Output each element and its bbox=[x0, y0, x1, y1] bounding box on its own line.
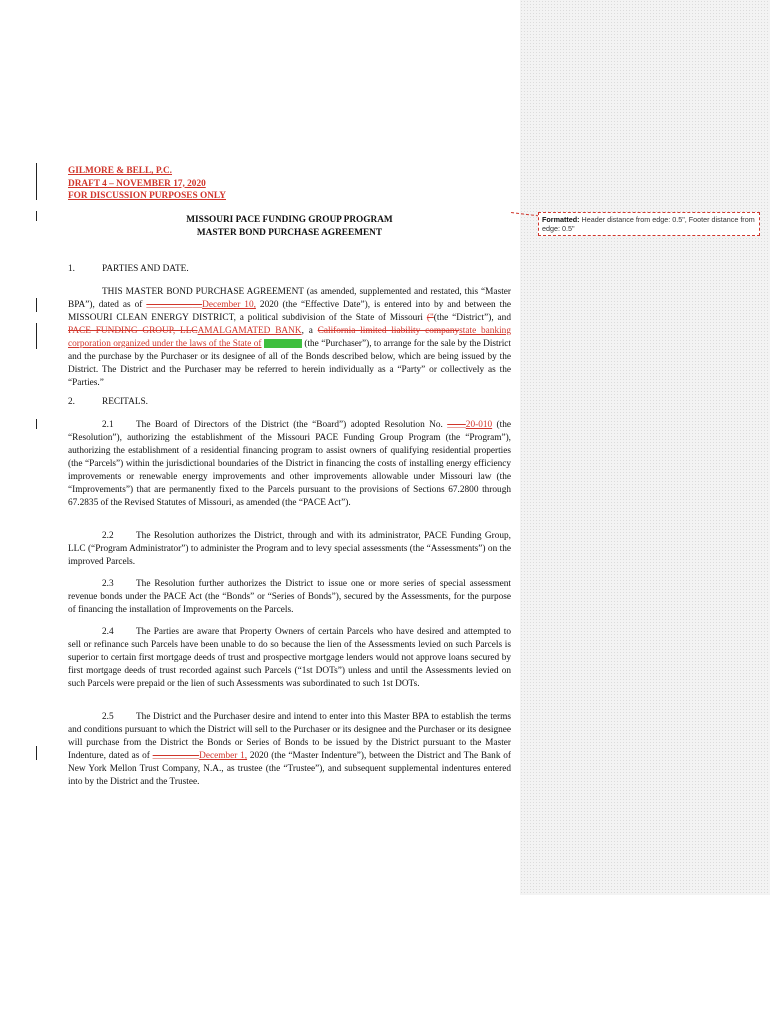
text-run: The District and the Purchaser desire and intend to enter into this Master BPA to establish the terms and conditions pursuant to which the District will sell to the Purchaser or its designee and the Purchaser or its designee will purchase from the District the Bonds or Series of Bonds to be issued by the District pursuant to the Master Indenture, dated as of bbox=[68, 712, 511, 761]
recital-2-5 bbox=[68, 711, 511, 789]
document-title bbox=[68, 214, 511, 240]
paragraph-number: 2.5 bbox=[102, 712, 114, 722]
section-title: PARTIES AND DATE. bbox=[102, 264, 189, 274]
deleted-text: PACE FUNDING GROUP, LLC bbox=[68, 326, 198, 336]
section-1-heading bbox=[68, 264, 189, 274]
paragraph-number: 2.4 bbox=[102, 627, 114, 637]
change-bar bbox=[36, 746, 37, 760]
section-title: RECITALS. bbox=[102, 397, 148, 407]
inserted-text: December 10, bbox=[202, 300, 256, 310]
deleted-text: ____ bbox=[447, 420, 466, 430]
section-1-paragraph bbox=[68, 286, 511, 390]
inserted-text: AMALGAMATED BANK bbox=[197, 326, 302, 336]
deleted-text: ____________ bbox=[146, 300, 203, 310]
title-line-1: MISSOURI PACE FUNDING GROUP PROGRAM bbox=[186, 215, 393, 225]
text-run: The Resolution authorizes the District, through and with its administrator, PACE Funding Group, LLC (“Program Administrator”) to administer the Program and to levy special assessments (the “Assessments”) on the improved Parcels. bbox=[68, 531, 511, 567]
comment-text: Header distance from edge: 0.5", Footer distance from edge: 0.5" bbox=[542, 215, 755, 233]
deleted-text: __________ bbox=[152, 751, 200, 761]
recital-2-3 bbox=[68, 578, 511, 617]
section-2-heading bbox=[68, 397, 148, 407]
inserted-text: December 1, bbox=[199, 751, 248, 761]
text-run: 2020 (the “Master Indenture”), between the District and The Bank of New York Mellon Trust Company, N.A., as trustee (the “Trustee”), and subsequent supplemental indentures entered into by the District and the Trustee. bbox=[68, 751, 511, 787]
highlighted-blank bbox=[264, 339, 302, 348]
text-run: The Board of Directors of the District (the “Board”) adopted Resolution No. bbox=[136, 420, 448, 430]
text-run: , a bbox=[301, 326, 318, 336]
title-line-2: MASTER BOND PURCHASE AGREEMENT bbox=[196, 228, 383, 238]
draft-header-notice: FOR DISCUSSION PURPOSES ONLY bbox=[68, 191, 226, 201]
change-bar bbox=[36, 163, 37, 200]
inserted-text: state banking corporation organized under the laws of the State of bbox=[68, 326, 511, 349]
text-run: THIS MASTER BOND PURCHASE AGREEMENT (as amended, supplemented and restated, this “Master BPA”), dated as of bbox=[68, 287, 511, 310]
change-bar bbox=[36, 298, 37, 312]
recital-2-1 bbox=[68, 419, 511, 510]
paragraph-number: 2.3 bbox=[102, 579, 114, 589]
draft-header-firm: GILMORE & BELL, P.C. bbox=[68, 166, 173, 176]
change-bar bbox=[36, 419, 37, 429]
recital-2-4 bbox=[68, 626, 511, 691]
change-bar bbox=[36, 211, 37, 221]
text-run: 2020 (the “Effective Date”), is entered into by and between the MISSOURI CLEAN ENERGY DISTRICT, a political subdivision of the State of Missouri bbox=[68, 300, 512, 323]
draft-header-date: DRAFT 4 – NOVEMBER 17, 2020 bbox=[68, 178, 206, 189]
paragraph-number: 2.1 bbox=[102, 420, 114, 430]
text-run: The Resolution further authorizes the District to issue one or more series of special assessment revenue bonds under the PACE Act (the “Bonds” or “Series of Bonds”), secured by the Assessments, for the purpose of financing the installation of Improvements on the Parcels. bbox=[68, 579, 511, 615]
section-number: 2. bbox=[68, 397, 75, 407]
deleted-text: California limited liability company bbox=[317, 326, 460, 336]
comment-label: Formatted: bbox=[542, 215, 580, 224]
section-number: 1. bbox=[68, 264, 75, 274]
recital-2-2 bbox=[68, 530, 511, 569]
paragraph-number: 2.2 bbox=[102, 531, 114, 541]
text-run: The Parties are aware that Property Owners of certain Parcels who have desired and attempted to sell or refinance such Parcels have been unable to do so because the lien of the Assessments levied on such Parcels is superior to certain first mortgage deeds of trust and prospective mortgage lenders would not approve loans secured by first mortgage deeds of trust recorded against such Parcels (“1st DOTs”) unless and until the Assessments levied on such Parcels were prepaid or the lien of such Assessments was subordinated to such 1st DOTs. bbox=[68, 627, 511, 689]
change-bar bbox=[36, 323, 37, 349]
formatting-comment-balloon[interactable] bbox=[538, 212, 760, 236]
inserted-text: 20-010 bbox=[465, 420, 493, 430]
text-run: (the “Purchaser”), to arrange for the sale by the District and the purchase by the Purchaser or its designee of all of the Bonds described below, which are being issued by the District. The District and the Purchaser may be referred to herein individually as a “Party” or collectively as the “Parties.” bbox=[68, 339, 511, 388]
text-run: (the “District”), and bbox=[433, 313, 511, 323]
deleted-text: (" bbox=[426, 313, 434, 323]
markup-margin-pane bbox=[520, 0, 770, 895]
text-run: (the “Resolution”), authorizing the establishment of the Missouri PACE Funding Group Program (the “Program”), authorizing the establishment of a residential financing program to assist owners of qualifying residential properties (the “Parcels”) within the jurisdictional boundaries of the District in financing the costs of installing energy efficiency improvements or renewable energy improvements and other improvements allowable under Missouri law (the “Improvements”) that are permanently fixed to the Parcels pursuant to the provisions of Sections 67.2800 through 67.2835 of the Revised Statutes of Missouri, as amended (the “PACE Act”). bbox=[68, 420, 511, 508]
